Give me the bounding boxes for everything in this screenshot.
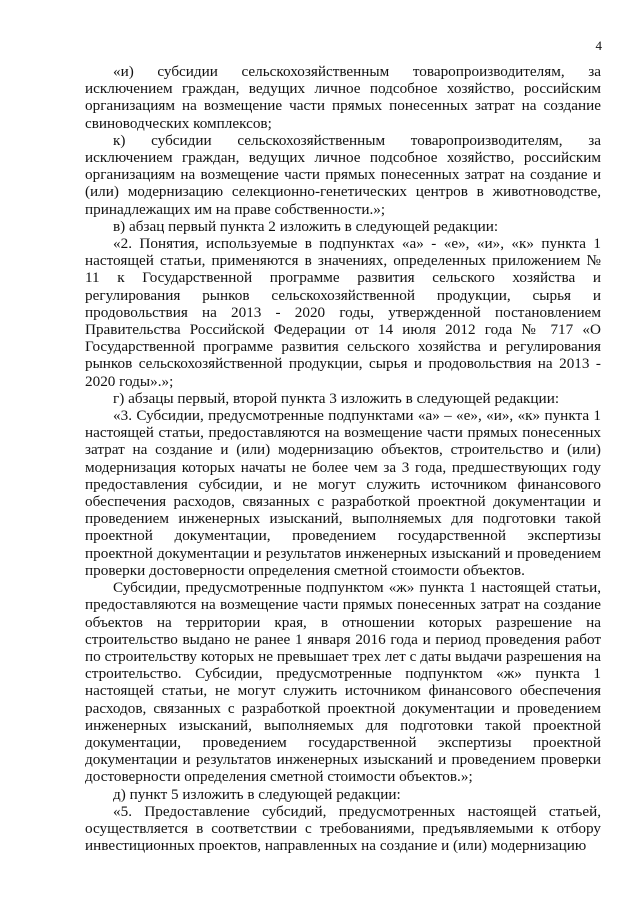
page-number: 4	[595, 38, 602, 53]
paragraph-subsidy-i: «и) субсидии сельскохозяйственным товаропроизводителям, за исключением граждан, ведущих личное подсобное хозяйство, российским организациям на возмещение части прямых понесенных затрат на создание свиноводческих комплексов;	[85, 63, 601, 132]
paragraph-amendment-g: г) абзацы первый, второй пункта 3 изложить в следующей редакции:	[113, 389, 560, 407]
paragraph-clause-2: «2. Понятия, используемые в подпунктах «а» - «е», «и», «к» пункта 1 настоящей статьи, применяются в значениях, определенных приложением № 11 к Государственной программе развития сельского хозяйства и регулирования рынков сельскохозяйственной продукции, сырья и продовольствия на 2013 - 2020 годы, утвержденной постановлением Правительства Российской Федерации от 14 июля 2012 года № 717 «О Государственной программе развития сельского хозяйства и регулирования рынков сельскохозяйственной продукции, сырья и продовольствия на 2013 - 2020 годы».»;	[85, 235, 601, 390]
paragraph-clause-3: «3. Субсидии, предусмотренные подпунктами «а» – «е», «и», «к» пункта 1 настоящей статьи, предоставляются на возмещение части прямых понесенных затрат на создание и (или) модернизацию объектов, строительство и (или) модернизация которых начаты не более чем за 3 года, предшествующих году предоставления субсидии, и не могут служить источником финансового обеспечения расходов, связанных с разработкой проектной документации и проведением инженерных изысканий, выполняемых для подготовки такой проектной документации, проведением государственной экспертизы проектной документации и результатов инженерных изысканий и проведением проверки достоверности определения сметной стоимости объектов.	[85, 407, 601, 579]
paragraph-subsidy-zh: Субсидии, предусмотренные подпунктом «ж» пункта 1 настоящей статьи, предоставляются на возмещение части прямых понесенных затрат на создание объектов на территории края, в отношении которых разрешение на строительство выдано не ранее 1 января 2016 года и период проведения работ по строительству которых не превышает трех лет с даты выдачи разрешения на строительство. Субсидии, предусмотренные подпунктом «ж» пункта 1 настоящей статьи, не могут служить источником финансового обеспечения расходов, связанных с разработкой проектной документации и проведением инженерных изысканий, выполняемых для подготовки такой проектной документации, проведением государственной экспертизы проектной документации и результатов инженерных изысканий и проведением проверки достоверности определения сметной стоимости объектов.»;	[85, 579, 601, 786]
paragraph-clause-5: «5. Предоставление субсидий, предусмотренных настоящей статьей, осуществляется в соответствии с требованиями, предъявляемыми к отбору инвестиционных проектов, направленных на создание и (или) модернизацию	[85, 802, 601, 855]
paragraph-subsidy-k: к) субсидии сельскохозяйственным товаропроизводителям, за исключением граждан, ведущих личное подсобное хозяйство, российским организациям на возмещение части прямых понесенных затрат на создание и (или) модернизацию селекционно-генетических центров в животноводстве, принадлежащих им на праве собственности.»;	[85, 131, 601, 218]
paragraph-amendment-d: д) пункт 5 изложить в следующей редакции:	[113, 785, 401, 803]
paragraph-amendment-v: в) абзац первый пункта 2 изложить в следующей редакции:	[113, 217, 499, 235]
document-body	[85, 63, 601, 854]
